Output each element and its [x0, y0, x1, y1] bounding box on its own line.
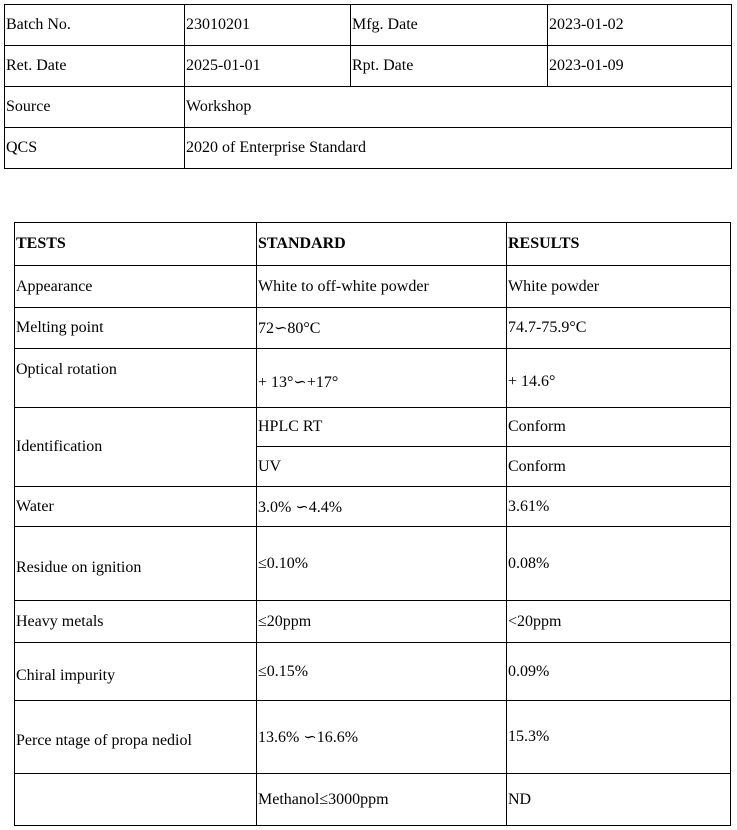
qcs-label: QCS	[5, 128, 185, 169]
table-row	[15, 601, 731, 643]
test-result: ND	[507, 774, 731, 826]
test-result: Conform	[507, 447, 731, 487]
test-result: + 14.6°	[507, 349, 731, 408]
test-standard: HPLC RT	[257, 408, 507, 447]
test-name: Water	[15, 487, 257, 527]
table-header-row	[15, 223, 731, 266]
test-result: 3.61%	[507, 487, 731, 527]
table-row	[15, 774, 731, 826]
test-result: 0.08%	[507, 527, 731, 601]
source-label: Source	[5, 87, 185, 128]
tests-table	[14, 222, 731, 826]
test-standard: 13.6% ∽16.6%	[257, 701, 507, 774]
test-standard: 3.0% ∽4.4%	[257, 487, 507, 527]
batch-info-table	[4, 4, 732, 169]
table-row	[5, 128, 732, 169]
test-name: Residue on ignition	[15, 527, 257, 601]
table-row	[5, 87, 732, 128]
mfg-date-label: Mfg. Date	[351, 5, 548, 46]
mfg-date-value: 2023-01-02	[548, 5, 732, 46]
test-name: Chiral impurity	[15, 643, 257, 701]
header-standard: STANDARD	[257, 223, 507, 266]
header-results: RESULTS	[507, 223, 731, 266]
test-result: Conform	[507, 408, 731, 447]
table-row	[15, 349, 731, 408]
test-name	[15, 774, 257, 826]
test-name: Optical rotation	[15, 349, 257, 408]
test-standard: ≤0.15%	[257, 643, 507, 701]
batch-no-value: 23010201	[185, 5, 351, 46]
table-row	[15, 266, 731, 308]
rpt-date-label: Rpt. Date	[351, 46, 548, 87]
table-row	[5, 5, 732, 46]
batch-no-label: Batch No.	[5, 5, 185, 46]
ret-date-label: Ret. Date	[5, 46, 185, 87]
test-result: <20ppm	[507, 601, 731, 643]
qcs-value: 2020 of Enterprise Standard	[185, 128, 732, 169]
ret-date-value: 2025-01-01	[185, 46, 351, 87]
test-standard: ≤0.10%	[257, 527, 507, 601]
test-name: Melting point	[15, 308, 257, 349]
rpt-date-value: 2023-01-09	[548, 46, 732, 87]
table-row	[15, 701, 731, 774]
test-result: 74.7-75.9°C	[507, 308, 731, 349]
table-row	[5, 46, 732, 87]
test-result: 15.3%	[507, 701, 731, 774]
table-row	[15, 643, 731, 701]
header-tests: TESTS	[15, 223, 257, 266]
test-standard: ≤20ppm	[257, 601, 507, 643]
test-name: Identification	[15, 408, 257, 487]
table-row	[15, 527, 731, 601]
test-name: Appearance	[15, 266, 257, 308]
test-standard: UV	[257, 447, 507, 487]
test-standard: Methanol≤3000ppm	[257, 774, 507, 826]
test-standard: 72∽80°C	[257, 308, 507, 349]
table-row	[15, 487, 731, 527]
table-row	[15, 308, 731, 349]
test-name: Heavy metals	[15, 601, 257, 643]
test-standard: + 13°∽+17°	[257, 349, 507, 408]
test-standard: White to off-white powder	[257, 266, 507, 308]
source-value: Workshop	[185, 87, 732, 128]
test-result: 0.09%	[507, 643, 731, 701]
table-row	[15, 408, 731, 447]
test-name: Perce ntage of propa nediol	[15, 701, 257, 774]
test-result: White powder	[507, 266, 731, 308]
